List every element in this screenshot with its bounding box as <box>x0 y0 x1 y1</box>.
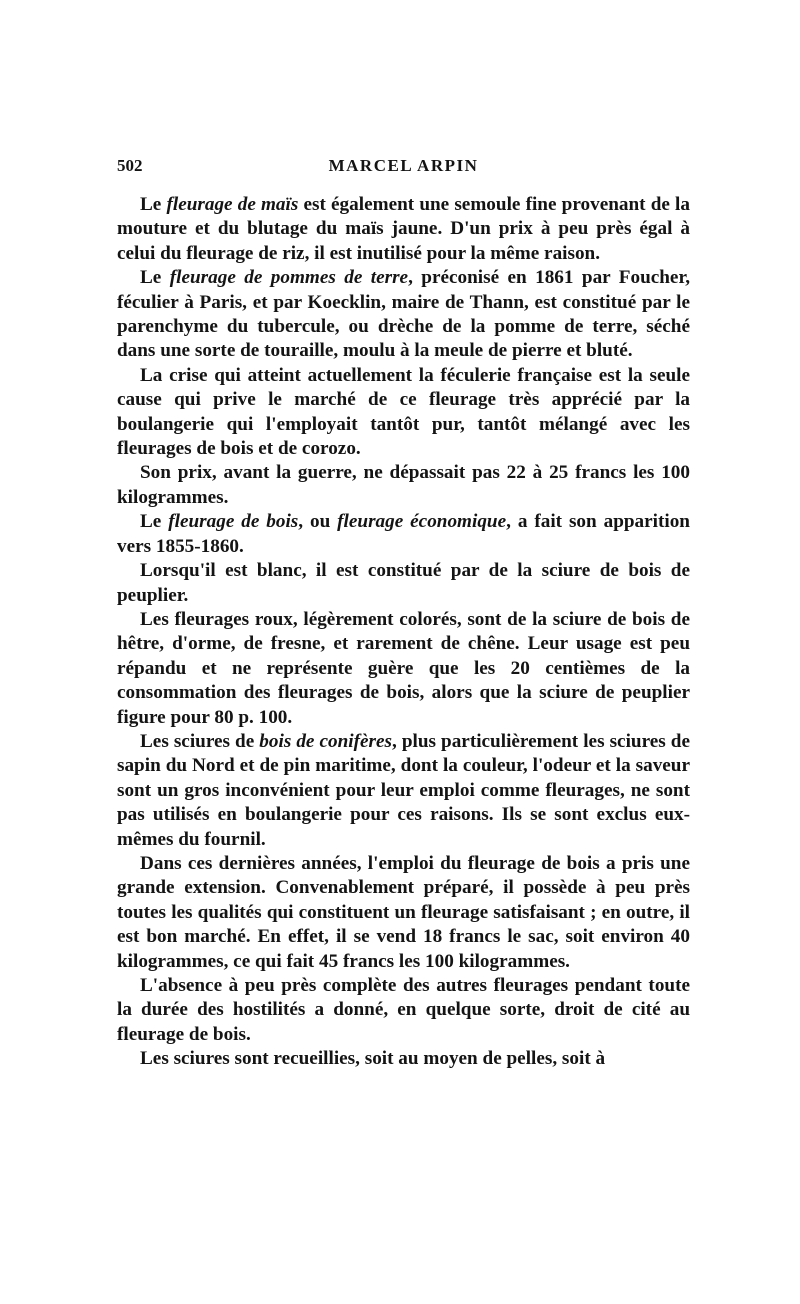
body-text <box>117 193 690 1072</box>
paragraph <box>117 193 690 266</box>
paragraph <box>117 730 690 852</box>
text-run: , a fait son apparition vers 1855-1860. <box>117 511 690 557</box>
running-head: MARCEL ARPIN <box>328 156 479 175</box>
paragraph <box>117 608 690 730</box>
paragraph <box>117 852 690 974</box>
italic-term: fleurage de pommes de terre <box>169 267 409 289</box>
text-run: , préconisé en 1861 par Foucher, féculier à Paris, et par Koecklin, maire de Thann, est constitué par le parenchyme du tubercule, ou drèche de la pomme de terre, séché dans une sorte de touraille, moulu à la meule de pierre et bluté. <box>117 267 690 362</box>
text-run: Les fleurages roux, légèrement colorés, sont de la sciure de bois de hêtre, d'orme, de fresne, et rarement de chêne. Leur usage est peu répandu et ne représente guère que les 20 centièmes de la consommation des fleurages de bois, alors que la sciure de peuplier figure pour 80 p. 100. <box>117 608 690 728</box>
text-run: est également une semoule fine provenant de la mouture et du blutage du maïs jaune. D'un prix à peu près égal à celui du fleurage de riz, il est inutilisé pour la même raison. <box>117 194 690 264</box>
paragraph <box>117 510 690 559</box>
text-run: Le <box>140 511 169 533</box>
paragraph <box>117 974 690 1047</box>
paragraph <box>117 1047 690 1071</box>
italic-term: fleurage de maïs <box>166 194 299 215</box>
text-run: Le <box>140 267 170 289</box>
italic-term: fleurage économique <box>337 511 507 533</box>
page-header <box>117 156 690 186</box>
text-run: Dans ces dernières années, l'emploi du fleurage de bois a pris une grande extension. Convenablement préparé, il possède à peu près toutes les qualités qui constituent un fleurage satisfaisant ; en outre, il est bon marché. En effet, il se vend 18 francs le sac, soit environ 40 kilogrammes, ce qui fait 45 francs les 100 kilogrammes. <box>117 852 690 972</box>
text-run: Lorsqu'il est blanc, il est constitué par de la sciure de bois de peuplier. <box>117 560 690 606</box>
text-run: La crise qui atteint actuellement la féculerie française est la seule cause qui prive le marché de ce fleurage très apprécié par la boulangerie qui l'employait tantôt pur, tantôt mélangé avec les fleurages de bois et de corozo. <box>117 364 690 460</box>
paragraph <box>117 266 690 364</box>
text-run: Son prix, avant la guerre, ne dépassait pas 22 à 25 francs les 100 kilogrammes. <box>117 462 690 508</box>
text-run: Les sciures sont recueillies, soit au moyen de pelles, soit à <box>140 1048 606 1070</box>
italic-term: fleurage de bois <box>168 511 299 533</box>
paragraph <box>117 364 690 462</box>
text-run: Le <box>140 194 167 215</box>
text-run: L'absence à peu près complète des autres fleurages pendant toute la durée des hostilités a donné, en quelque sorte, droit de cité au fleurage de bois. <box>117 975 690 1045</box>
paragraph <box>117 559 690 608</box>
italic-term: bois de conifères <box>259 730 392 752</box>
text-run: , plus particulièrement les sciures de sapin du Nord et de pin maritime, dont la couleur, l'odeur et la saveur sont un gros inconvénient pour leur emploi comme fleurages, ne sont pas utilisés en boulangerie pour ces raisons. Ils se sont exclus eux-mêmes du fournil. <box>117 730 690 850</box>
text-run: , ou <box>298 511 338 533</box>
text-run: Les sciures de <box>140 730 260 752</box>
page-number: 502 <box>117 156 143 175</box>
paragraph <box>117 461 690 510</box>
